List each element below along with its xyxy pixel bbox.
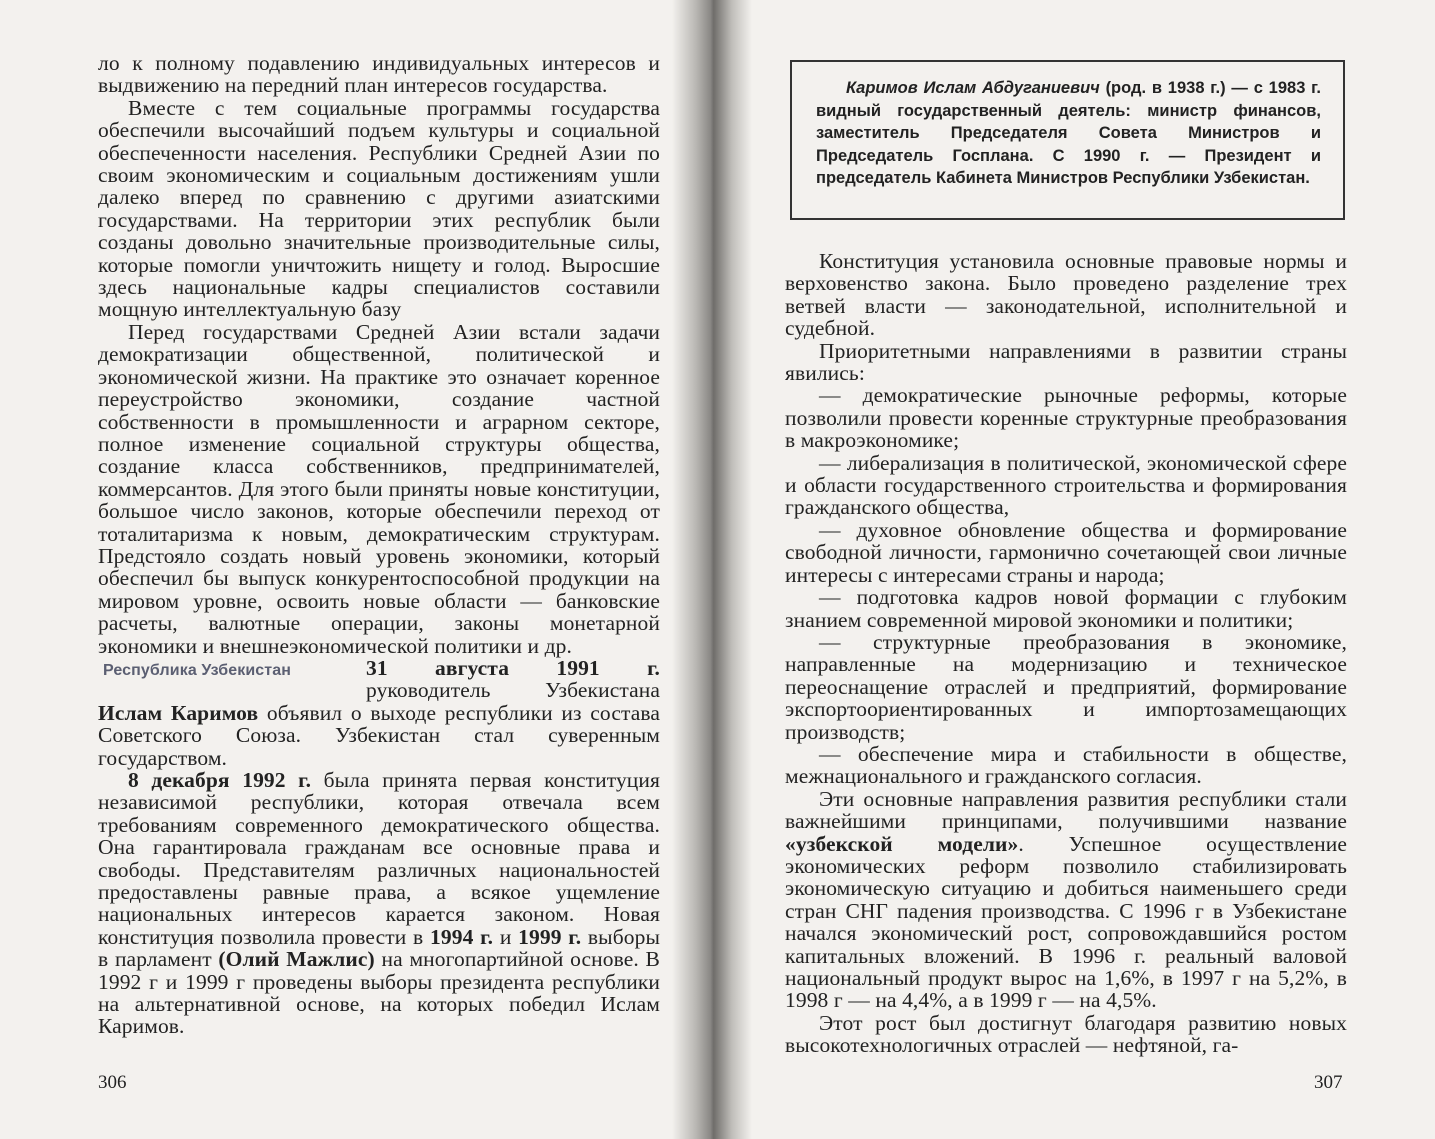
paragraph: Конституция установила основные правовые нормы и верховенство закона. Было проведено разделение трех ветвей власти — законодательной, исполнительной и судебной. [785,249,1347,341]
year-highlight: 1994 г. [430,924,494,949]
name-highlight: Ислам Каримов [98,700,259,725]
list-item: — обеспечение мира и стабильности в обществе, межнационального и гражданского согласия. [785,741,1347,789]
list-item: — подготовка кадров новой формации с глубоким знанием современной мировой экономики и политики; [785,585,1347,632]
list-item: — демократические рыночные реформы, которые позволили провести коренные структурные преобразования в макроэкономике; [785,383,1347,453]
margin-note: Республика Узбекистан [103,661,291,679]
text-run: руководитель Узбекистана [366,678,660,703]
list-item: — духовное обновление общества и формирование свободной личности, гармонично сочетающей свои личные интересы с интересами страны и народа; [785,517,1347,587]
paragraph: Приоритетными направлениями в развитии страны явились: [785,338,1347,386]
text-run: на многопартийной основе. В 1992 г и 1999 г проведены выборы президента республики на альтернативной основе, на которых победил Ислам Каримов. [98,947,660,1039]
biography-name: Каримов Ислам Абдуганиевич [846,79,1100,97]
book-gutter [672,0,752,1139]
paragraph: ло к полному подавлению индивидуальных интересов и выдвижению на передний план интересов государства. [98,51,660,98]
list-item: — структурные преобразования в экономике, направленные на модернизацию и техническое переоснащение отраслей и предприятий, формирование экспортоориентированных и импортозамещающих производств; [785,629,1347,744]
text-run: выборы в парламент [98,924,661,972]
text-run: была принята первая конституция независимой республики, которая отвечала всем требованиям современного демократического общества. Она гарантировала гражданам все основные права и свободы. Представителям различных национальностей предоставлены равные права, а всякое ущемление национальных интересов карается законом. Новая конституция позволила провести в [98,768,660,949]
page-number-left: 306 [98,1072,127,1093]
model-highlight: «узбекской модели» [785,831,1019,856]
date-highlight: 31 августа 1991 г. [366,655,660,680]
right-page-text [785,250,1347,1057]
text-run: . Успешное осуществление экономических реформ позволило стабилизировать экономическую ситуацию и добиться наименьшего среди стран СНГ падения производства. С 1996 г в Узбекистане начался экономический рост, сопровождавшийся ростом капитальных вложений. В 1996 г. реальный валовой национальный продукт вырос на 1,6%, в 1997 г на 5,2%, в 1998 г — на 4,4%, а в 1999 г — на 4,5%. [785,831,1347,1013]
text-run: Эти основные направления развития республики стали важнейшими принципами, получившими название [785,786,1347,834]
text-run: объявил о выходе республики из состава Советского Союза. Узбекистан стал суверенным государством. [98,700,660,770]
paragraph: Перед государствами Средней Азии встали задачи демократизации общественной, политической и экономической жизни. На практике это означает коренное переустройство экономики, создание частной собственности в промышленности и аграрном секторе, полное изменение социальной структуры общества, создание класса собственников, предпринимателей, коммерсантов. Для этого были приняты новые конституции, большое число законов, которые обеспечили переход от тоталитаризма к новым, демократическим структурам. Предстояло создать новый уровень экономики, который обеспечил бы выпуск конкурентоспособной продукции на мировом уровне, освоить новые области — банковские расчеты, валютные операции, законы монетарной экономики и внешнеэкономической политики и др. [98,319,660,658]
list-item: — либерализация в политической, экономической сфере и области государственного строительства и формирования гражданского общества, [785,450,1347,520]
paragraph-constitution [98,769,660,1038]
text-run: и [493,924,519,949]
date-highlight: 8 декабря 1992 г. [128,768,312,792]
paragraph-uzbekistan [98,657,660,769]
left-page-text [98,52,660,1038]
paragraph: Этот рост был достигнут благодаря развитию новых высокотехнологичных отраслей — нефтяной, га- [785,1010,1347,1058]
parliament-highlight: (Олий Мажлис) [218,947,375,972]
page-number-right: 307 [1314,1072,1343,1093]
year-highlight: 1999 г. [518,924,582,949]
biography-box [790,60,1345,220]
paragraph-uzbek-model [785,788,1347,1012]
biography-text: (род. в 1938 г.) — с 1983 г. видный государственный деятель: министр финансов, заместитель Председателя Совета Министров и Председатель Госплана. С 1990 г. — Президент и председатель Кабинета Министров Республики Узбекистан. [816,79,1321,187]
paragraph: Вместе с тем социальные программы государства обеспечили высочайший подъем культуры и социальной обеспеченности населения. Республики Средней Азии по своим экономическим и социальным достижениям ушли далеко вперед по сравнению с другими азиатскими государствами. На территории этих республик были созданы довольно значительные производительные силы, которые помогли уничтожить нищету и голод. Выросшие здесь национальные кадры специалистов составили мощную интеллектуальную базу [98,95,660,322]
